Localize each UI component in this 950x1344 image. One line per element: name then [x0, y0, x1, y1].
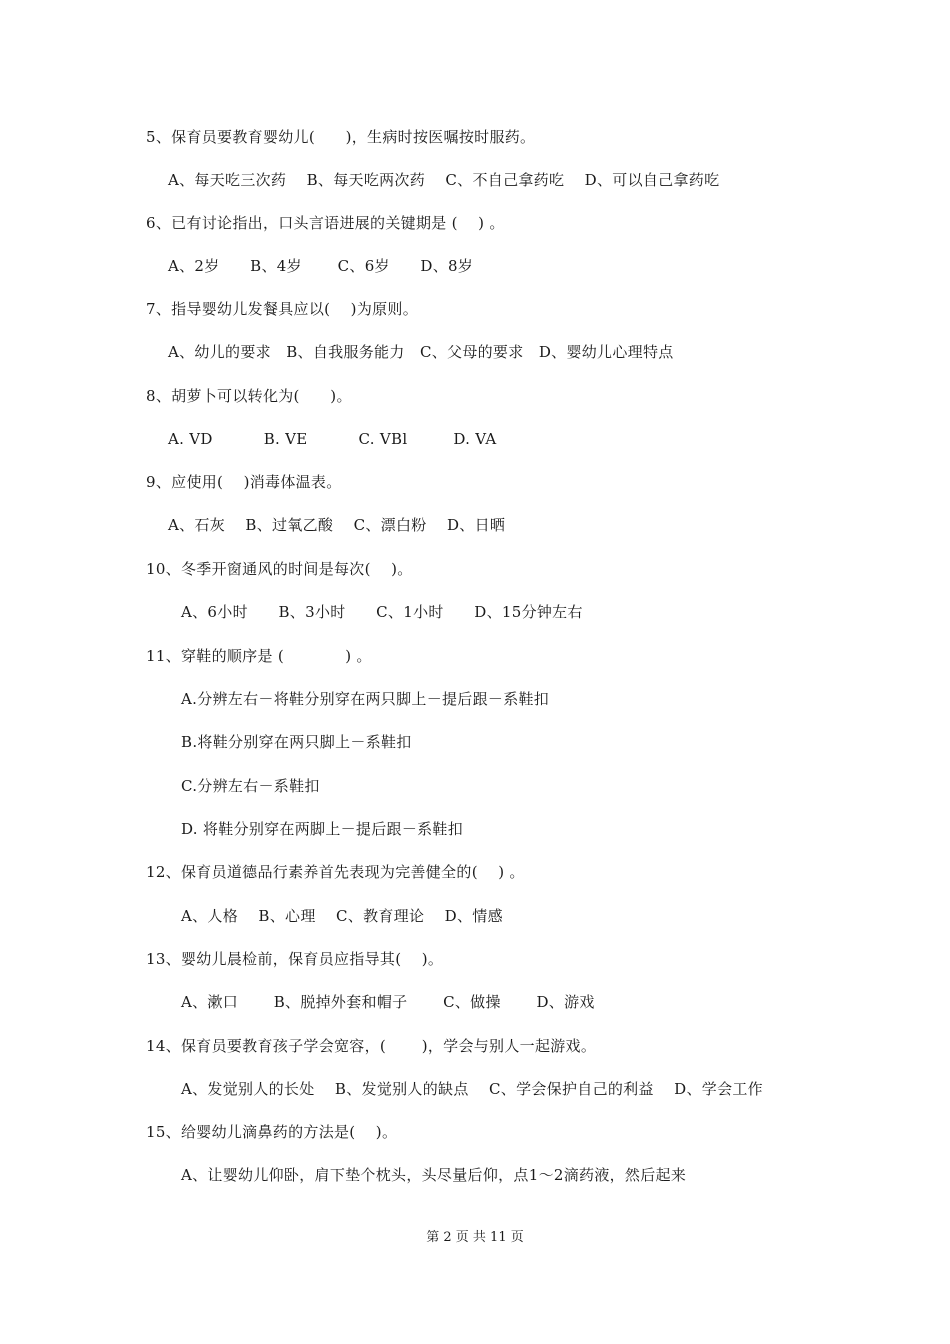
question-6: 6、已有讨论指出，口头言语进展的关键期是 ( ) 。 [146, 214, 505, 232]
question-12: 12、保育员道德品行素养首先表现为完善健全的( ) 。 [146, 863, 525, 881]
question-14: 14、保育员要教育孩子学会宽容，( )，学会与别人一起游戏。 [146, 1037, 597, 1055]
question-12-options: A、人格 B、心理 C、教育理论 D、情感 [181, 907, 503, 925]
question-7-options: A、幼儿的要求 B、自我服务能力 C、父母的要求 D、婴幼儿心理特点 [168, 343, 674, 361]
question-11-option-a: A.分辨左右－将鞋分别穿在两只脚上－提后跟－系鞋扣 [181, 690, 550, 708]
question-13-options: A、漱口 B、脱掉外套和帽子 C、做操 D、游戏 [181, 993, 595, 1011]
question-13: 13、婴幼儿晨检前，保育员应指导其( )。 [146, 950, 444, 968]
question-8: 8、胡萝卜可以转化为( )。 [146, 387, 352, 405]
question-11-option-c: C.分辨左右－系鞋扣 [181, 777, 320, 795]
question-15-options: A、让婴幼儿仰卧，肩下垫个枕头，头尽量后仰，点1～2滴药液，然后起来 [181, 1166, 687, 1184]
question-9: 9、应使用( )消毒体温表。 [146, 473, 342, 491]
question-5-options: A、每天吃三次药 B、每天吃两次药 C、不自己拿药吃 D、可以自己拿药吃 [168, 171, 720, 189]
question-11: 11、穿鞋的顺序是 ( ) 。 [146, 647, 372, 665]
question-7: 7、指导婴幼儿发餐具应以( )为原则。 [146, 300, 419, 318]
question-10-options: A、6小时 B、3小时 C、1小时 D、15分钟左右 [181, 603, 583, 621]
question-10: 10、冬季开窗通风的时间是每次( )。 [146, 560, 413, 578]
question-11-option-b: B.将鞋分别穿在两只脚上－系鞋扣 [181, 733, 412, 751]
question-9-options: A、石灰 B、过氧乙酸 C、漂白粉 D、日晒 [168, 516, 506, 534]
question-6-options: A、2岁 B、4岁 C、6岁 D、8岁 [168, 257, 474, 275]
question-11-option-d: D. 将鞋分别穿在两脚上－提后跟－系鞋扣 [181, 820, 464, 838]
question-14-options: A、发觉别人的长处 B、发觉别人的缺点 C、学会保护自己的利益 D、学会工作 [181, 1080, 763, 1098]
question-8-options: A. VD B. VE C. VBl D. VA [168, 430, 497, 448]
question-5: 5、保育员要教育婴幼儿( )，生病时按医嘱按时服药。 [146, 128, 536, 146]
page-footer: 第 2 页 共 11 页 [426, 1230, 524, 1245]
question-15: 15、给婴幼儿滴鼻药的方法是( )。 [146, 1123, 398, 1141]
